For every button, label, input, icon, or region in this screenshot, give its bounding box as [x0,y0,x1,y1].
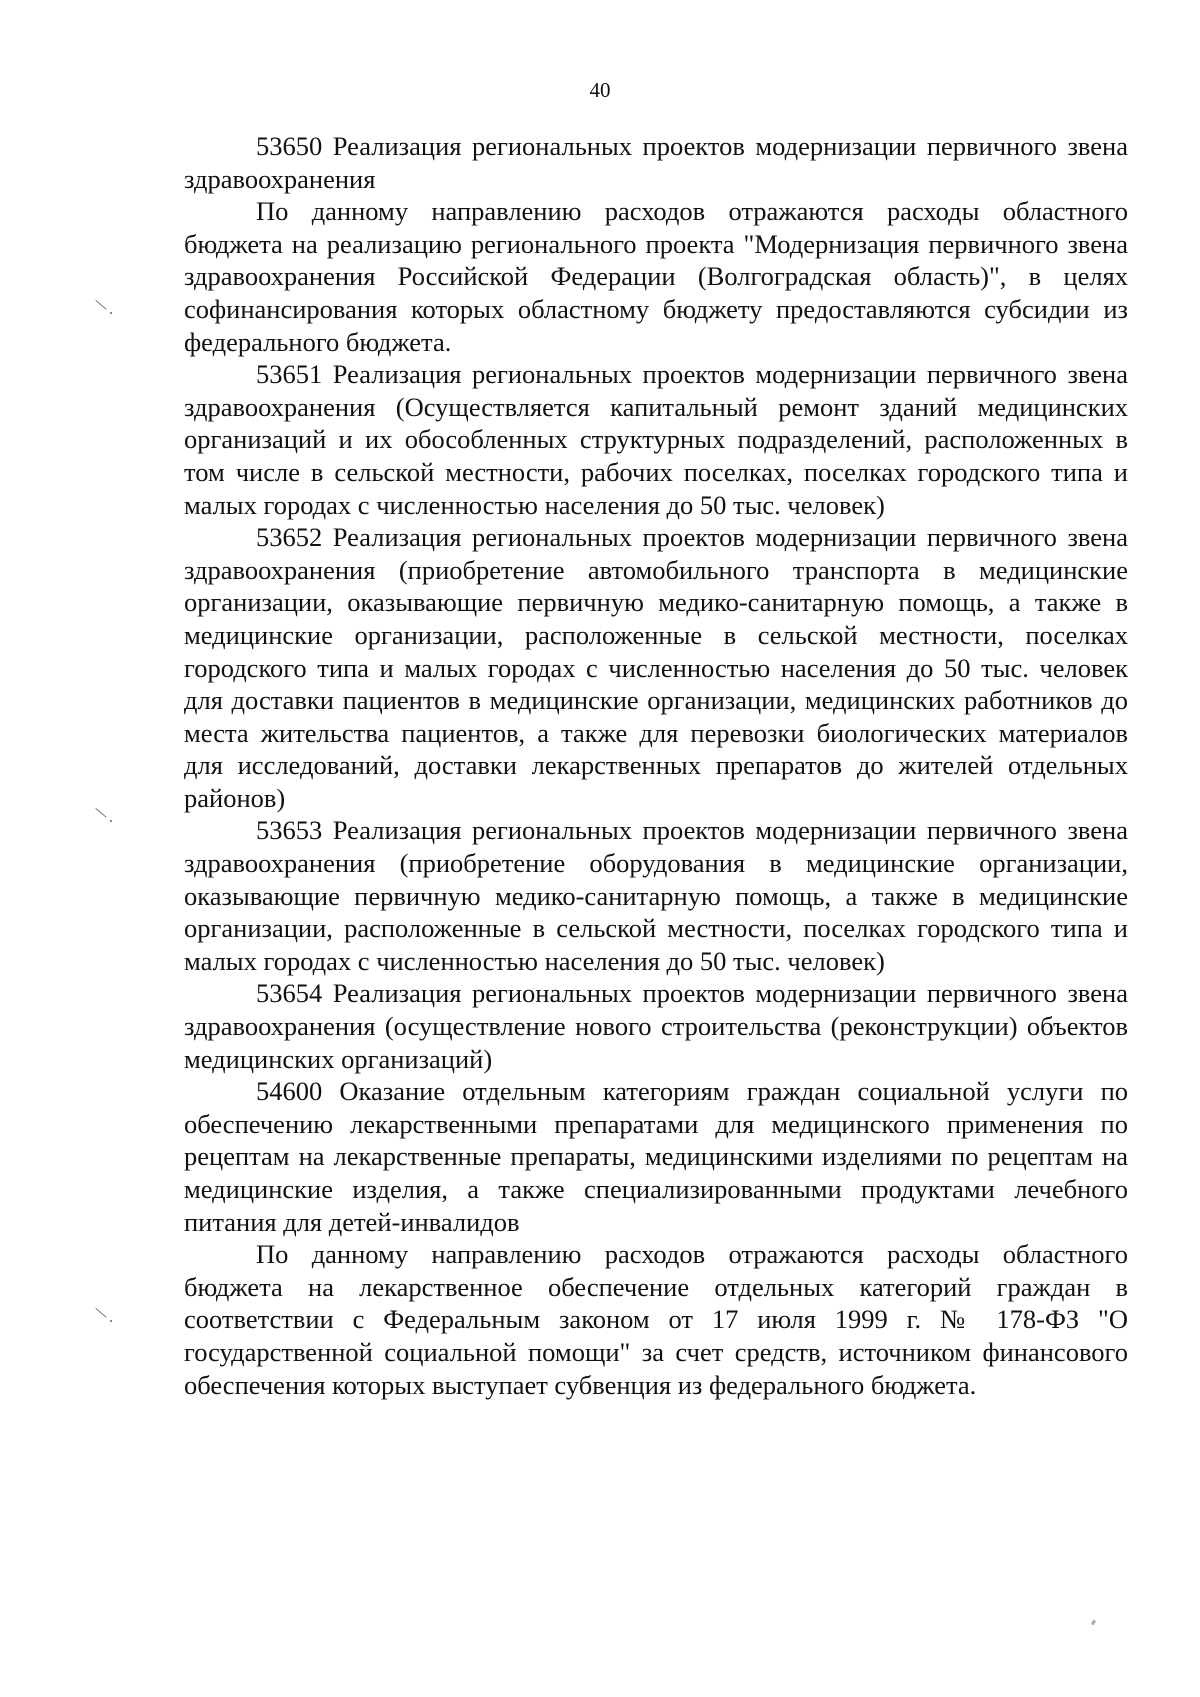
scan-artifact-speck [1091,1620,1096,1626]
paragraph-53650-title: 53650 Реализация региональных проектов модернизации первичного звена здравоохранения [184,131,1128,194]
paragraph-54600-title: 54600 Оказание отдельным категориям граждан социальной услуги по обеспечению лекарственными препаратами для медицинского применения по рецептам на лекарственные препараты, медицинскими изделиями по рецептам на медицинские изделия, а также специализированными продуктами лечебного питания для детей-инвалидов [184,1076,1128,1237]
paragraph-53653: 53653 Реализация региональных проектов модернизации первичного звена здравоохранения (приобретение оборудования в медицинские организации, оказывающие первичную медико-санитарную помощь, а также в медицинские организации, расположенные в сельской местности, поселках городского типа и малых городах с численностью населения до 50 тыс. человек) [184,815,1128,976]
paragraph-54600-description: По данному направлению расходов отражаются расходы областного бюджета на лекарственное обеспечение отдельных категорий граждан в соответствии с Федеральным законом от 17 июля 1999 г. № 178-ФЗ "О государственной социальной помощи" за счет средств, источником финансового обеспечения которых выступает субвенция из федерального бюджета. [184,1239,1128,1400]
page-number: 40 [589,78,611,102]
scan-artifact-mark [96,300,114,314]
document-body [184,130,1128,1401]
paragraph-53654: 53654 Реализация региональных проектов модернизации первичного звена здравоохранения (осуществление нового строительства (реконструкции) объектов медицинских организаций) [184,978,1128,1074]
scan-artifact-mark [96,808,114,822]
paragraph-53652: 53652 Реализация региональных проектов модернизации первичного звена здравоохранения (приобретение автомобильного транспорта в медицинские организации, оказывающие первичную медико-санитарную помощь, а также в медицинские организации, расположенные в сельской местности, поселках городского типа и малых городах с численностью населения до 50 тыс. человек для доставки пациентов в медицинские организации, медицинских работников до места жительства пациентов, а также для перевозки биологических материалов для исследований, доставки лекарственных препаратов до жителей отдельных районов) [184,522,1128,813]
scan-artifact-mark [96,1308,114,1322]
paragraph-53650-description: По данному направлению расходов отражаются расходы областного бюджета на реализацию регионального проекта "Модернизация первичного звена здравоохранения Российской Федерации (Волгоградская область)", в целях софинансирования которых областному бюджету предоставляются субсидии из федерального бюджета. [184,196,1128,357]
paragraph-53651: 53651 Реализация региональных проектов модернизации первичного звена здравоохранения (Осуществляется капитальный ремонт зданий медицинских организаций и их обособленных структурных подразделений, расположенных в том числе в сельской местности, рабочих поселках, поселках городского типа и малых городах с численностью населения до 50 тыс. человек) [184,359,1128,520]
